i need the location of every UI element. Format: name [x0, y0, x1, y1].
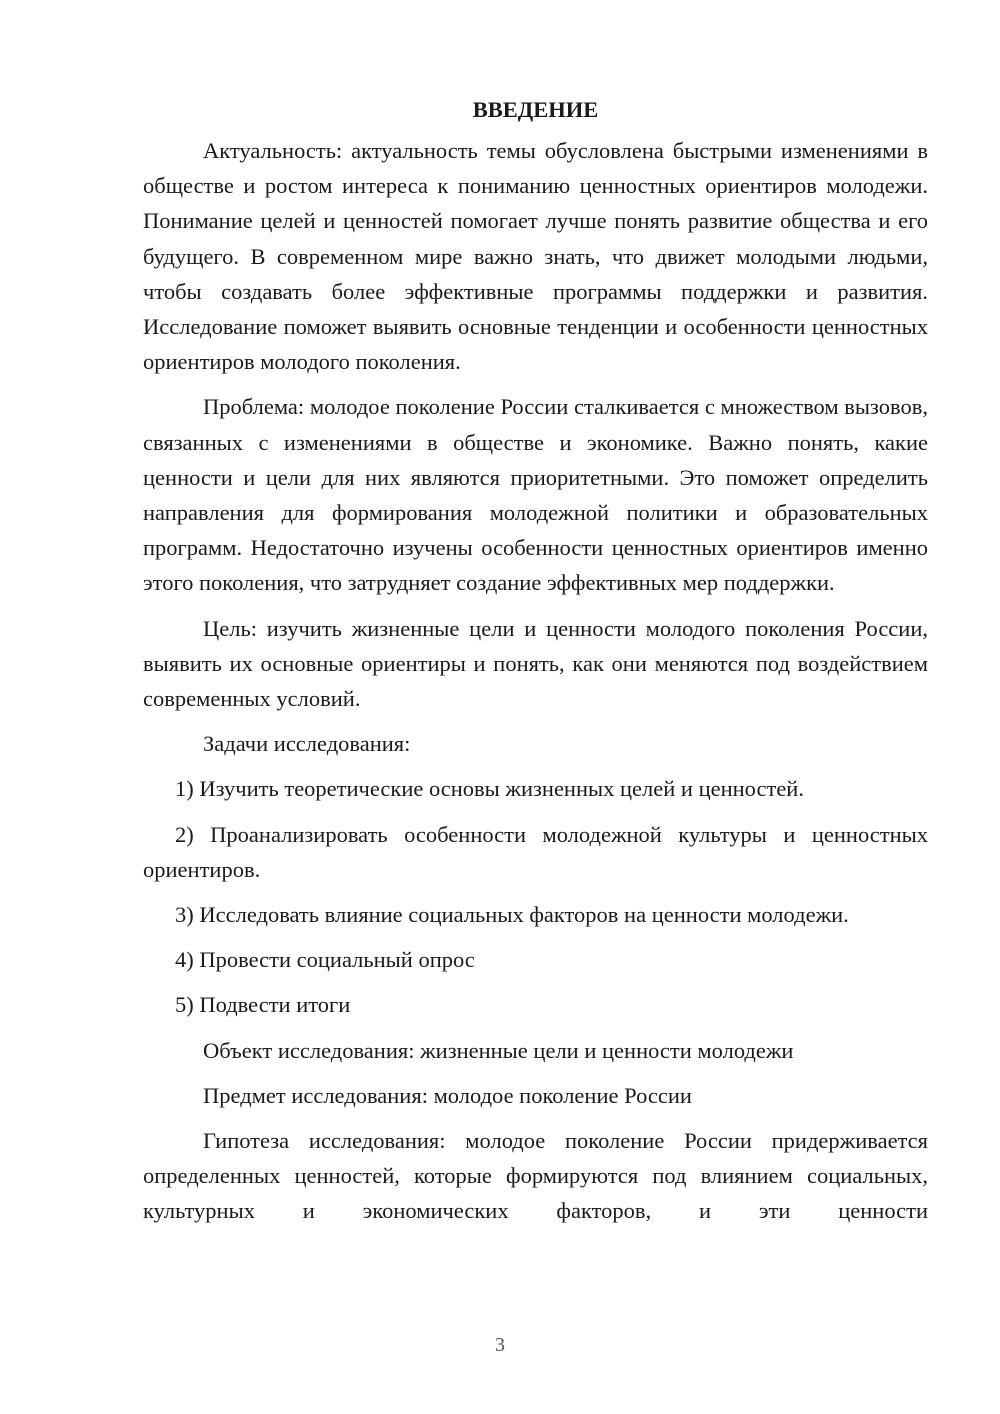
goal-paragraph: Цель: изучить жизненные цели и ценности молодого поколения России, выявить их основные ориентиры и понять, как они меняются под воздействием современных условий.: [143, 615, 928, 712]
task-item: 5) Подвести итоги: [175, 992, 351, 1018]
relevance-paragraph: Актуальность: актуальность темы обусловлена быстрыми изменениями в обществе и ростом интереса к пониманию ценностных ориентиров молодежи. Понимание целей и ценностей помогает лучше понять развитие общества и его будущего. В современном мире важно знать, что движет молодыми людьми, чтобы создавать более эффективные программы поддержки и развития. Исследование поможет выявить основные тенденции и особенности ценностных ориентиров молодого поколения.: [143, 138, 928, 375]
object-paragraph: Объект исследования: жизненные цели и ценности молодежи: [203, 1037, 794, 1063]
page-number: 3: [495, 1334, 505, 1356]
tasks-list: [143, 771, 928, 1022]
section-heading: ВВЕДЕНИЕ: [472, 97, 599, 122]
task-item: 4) Провести социальный опрос: [175, 947, 475, 973]
hypothesis-paragraph: Гипотеза исследования: молодое поколение России придерживается определенных ценностей, которые формируются под влиянием социальных, культурных и экономических факторов, и эти ценности: [143, 1128, 928, 1224]
document-page: [143, 92, 928, 1229]
task-item: 1) Изучить теоретические основы жизненных целей и ценностей.: [175, 776, 804, 802]
problem-paragraph: Проблема: молодое поколение России сталкивается с множеством вызовов, связанных с изменениями в обществе и экономике. Важно понять, какие ценности и цели для них являются приоритетными. Это поможет определить направления для формирования молодежной политики и образовательных программ. Недостаточно изучены особенности ценностных ориентиров именно этого поколения, что затрудняет создание эффективных мер поддержки.: [143, 394, 928, 596]
task-item: 3) Исследовать влияние социальных факторов на ценности молодежи.: [175, 902, 849, 928]
subject-paragraph: Предмет исследования: молодое поколение России: [203, 1082, 692, 1108]
task-item: 2) Проанализировать особенности молодежной культуры и ценностных ориентиров.: [143, 821, 928, 882]
tasks-heading: Задачи исследования:: [203, 731, 411, 757]
